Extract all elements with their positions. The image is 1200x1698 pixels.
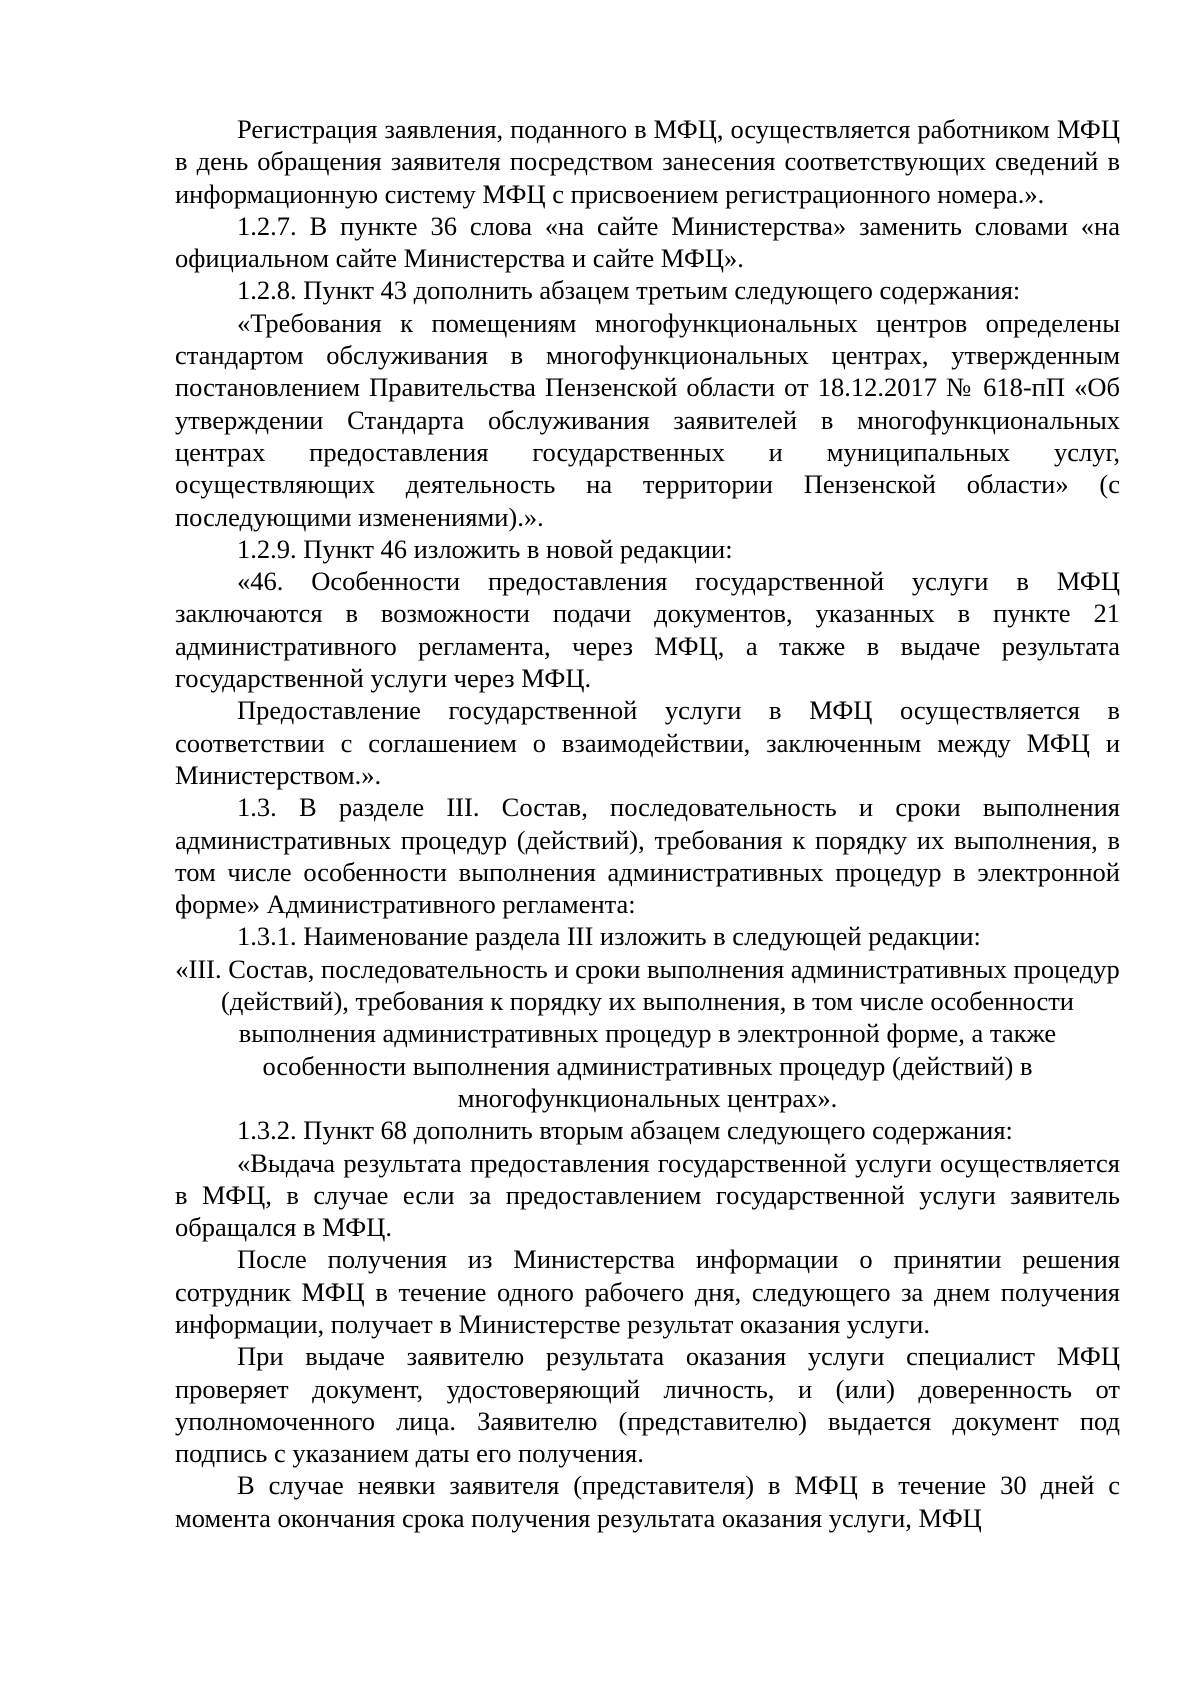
document-page	[175, 113, 1120, 1534]
paragraph-mfc-agreement: Предоставление государственной услуги в МФЦ осуществляется в соответствии с соглашением о взаимодействии, заключенным между МФЦ и Министерством.».	[175, 695, 1120, 790]
paragraph-1-3-1: 1.3.1. Наименование раздела III изложить в следующей редакции:	[237, 921, 981, 952]
paragraph-1-2-7: 1.2.7. В пункте 36 слова «на сайте Министерства» заменить словами «на официальном сайте Министерства и сайте МФЦ».	[175, 210, 1120, 274]
paragraph-identity-check: При выдаче заявителю результата оказания услуги специалист МФЦ проверяет документ, удостоверяющий личность, и (или) доверенность от уполномоченного лица. Заявителю (представителю) выдается документ под подпись с указанием даты его получения.	[175, 1341, 1120, 1469]
paragraph-1-2-8: 1.2.8. Пункт 43 дополнить абзацем третьим следующего содержания:	[237, 275, 1021, 306]
paragraph-result-issuance: «Выдача результата предоставления государственной услуги осуществляется в МФЦ, в случае если за предоставлением государственной услуги заявитель обращался в МФЦ.	[175, 1147, 1120, 1243]
paragraph-1-3-2: 1.3.2. Пункт 68 дополнить вторым абзацем следующего содержания:	[237, 1115, 1013, 1146]
paragraph-after-decision: После получения из Министерства информации о принятии решения сотрудник МФЦ в течение одного рабочего дня, следующего за днем получения информации, получает в Министерстве результат оказания услуги.	[175, 1244, 1120, 1339]
paragraph-premises-requirements: «Требования к помещениям многофункциональных центров определены стандартом обслуживания в многофункциональных центрах, утвержденным постановлением Правительства Пензенской области от 18.12.2017 № 618-пП «Об утверждении Стандарта обслуживания заявителей в многофункциональных центрах предоставления государственных и муниципальных услуг, осуществляющих деятельность на территории Пензенской области» (с последующими изменениями).».	[175, 307, 1120, 532]
paragraph-46-features: «46. Особенности предоставления государственной услуги в МФЦ заключаются в возможности подачи документов, указанных в пункте 21 административного регламента, через МФЦ, а также в выдаче результата государственной услуги через МФЦ.	[175, 566, 1120, 694]
paragraph-1-2-9: 1.2.9. Пункт 46 изложить в новой редакции:	[237, 533, 733, 564]
paragraph-section-iii-title: «III. Состав, последовательность и сроки выполнения административных процедур (действий), требования к порядку их выполнения, в том числе особенности выполнения административных процедур в электронной форме, а также особенности выполнения административных процедур (действий) в многофункциональных центрах».	[175, 953, 1120, 1113]
paragraph-registration: Регистрация заявления, поданного в МФЦ, осуществляется работником МФЦ в день обращения заявителя посредством занесения соответствующих сведений в информационную систему МФЦ с присвоением регистрационного номера.».	[175, 114, 1120, 209]
paragraph-no-show: В случае неявки заявителя (представителя) в МФЦ в течение 30 дней с момента окончания срока получения результата оказания услуги, МФЦ	[175, 1470, 1120, 1533]
paragraph-1-3: 1.3. В разделе III. Состав, последовательность и сроки выполнения административных процедур (действий), требования к порядку их выполнения, в том числе особенности выполнения административных процедур в электронной форме» Административного регламента:	[175, 792, 1120, 920]
